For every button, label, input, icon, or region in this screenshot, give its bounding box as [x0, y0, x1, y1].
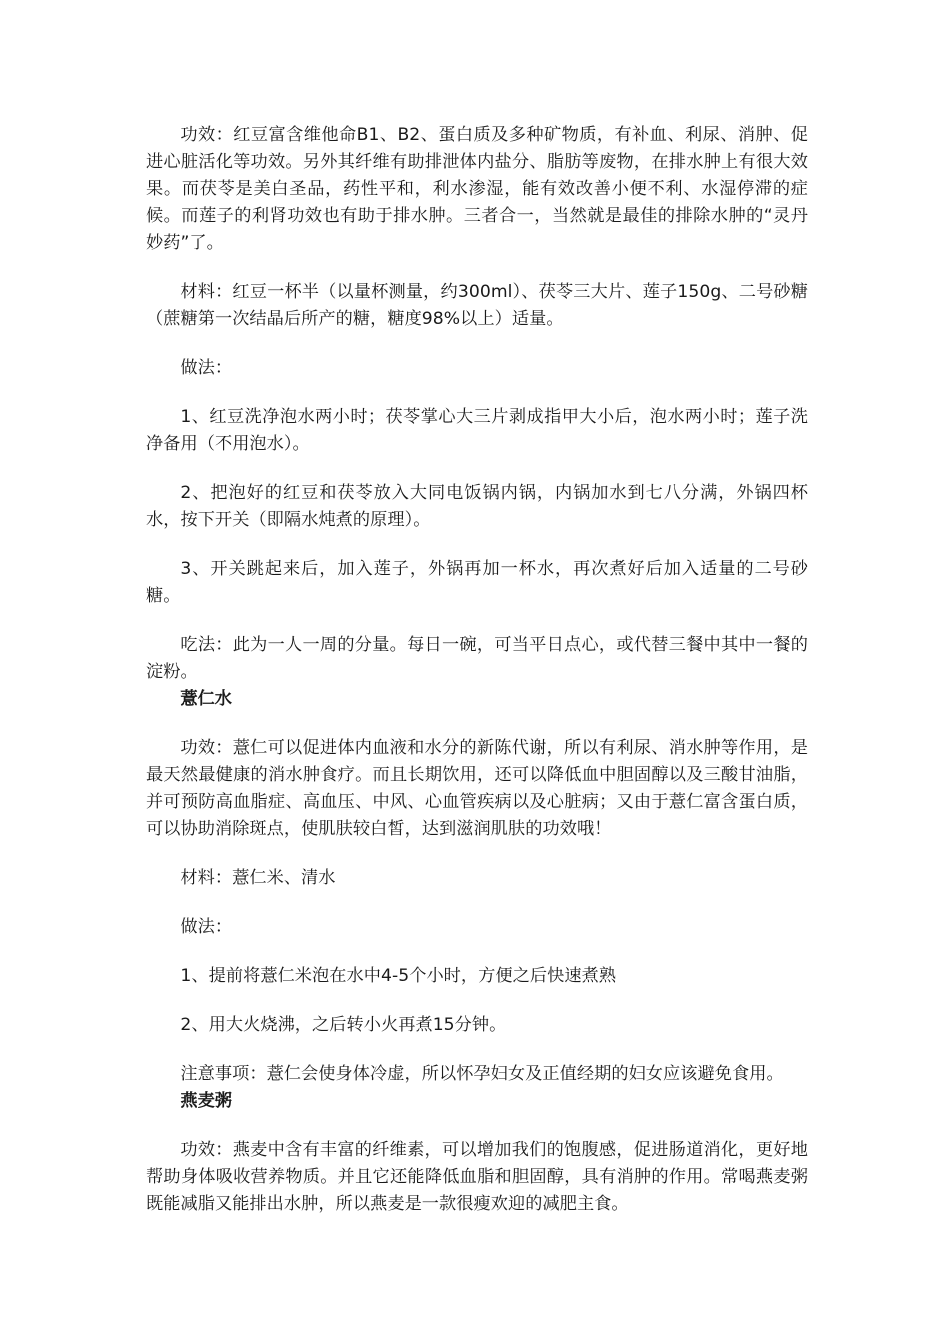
red-bean-efficacy: 功效：红豆富含维他命B1、B2、蛋白质及多种矿物质，有补血、利尿、消肿、促进心脏活化等功效。另外其纤维有助排泄体内盐分、脂肪等废物，在排水肿上有很大效果。而茯苓是美白圣品，药性平和，利水渗湿，能有效改善小便不利、水湿停滞的症候。而莲子的利肾功效也有助于排水肿。三者合一，当然就是最佳的排除水肿的“灵丹妙药”了。: [146, 125, 808, 253]
coix-ingredients: 材料：薏仁米、清水: [180, 868, 336, 888]
coix-method-label: 做法：: [180, 917, 233, 937]
document-page: [146, 122, 808, 1218]
red-bean-step-1: 1、红豆洗净泡水两小时；茯苓掌心大三片剥成指甲大小后，泡水两小时；莲子洗净备用（不用泡水）。: [146, 407, 808, 454]
coix-step-2: 2、用大火烧沸，之后转小火再煮15分钟。: [180, 1015, 507, 1035]
red-bean-method-label: 做法：: [180, 358, 233, 378]
red-bean-eating: 吃法：此为一人一周的分量。每日一碗，可当平日点心，或代替三餐中其中一餐的淀粉。: [146, 635, 808, 682]
red-bean-step-3: 3、开关跳起来后，加入莲子，外锅再加一杯水，再次煮好后加入适量的二号砂糖。: [146, 559, 808, 606]
coix-notes: 注意事项：薏仁会使身体冷虚，所以怀孕妇女及正值经期的妇女应该避免食用。: [180, 1064, 784, 1084]
red-bean-step-2: 2、把泡好的红豆和茯苓放入大同电饭锅内锅，内锅加水到七八分满，外锅四杯水，按下开关（即隔水炖煮的原理）。: [146, 483, 808, 530]
coix-step-1: 1、提前将薏仁米泡在水中4-5个小时，方便之后快速煮熟: [180, 966, 617, 986]
oat-title: 燕麦粥: [180, 1091, 232, 1111]
red-bean-ingredients: 材料：红豆一杯半（以量杯测量，约300ml）、茯苓三大片、莲子150g、二号砂糖（蔗糖第一次结晶后所产的糖，糖度98%以上）适量。: [146, 282, 808, 329]
oat-efficacy: 功效：燕麦中含有丰富的纤维素，可以增加我们的饱腹感，促进肠道消化，更好地帮助身体吸收营养物质。并且它还能降低血脂和胆固醇，具有消肿的作用。常喝燕麦粥既能减脂又能排出水肿，所以燕麦是一款很瘦欢迎的减肥主食。: [146, 1140, 808, 1214]
coix-efficacy: 功效：薏仁可以促进体内血液和水分的新陈代谢，所以有利尿、消水肿等作用，是最天然最健康的消水肿食疗。而且长期饮用，还可以降低血中胆固醇以及三酸甘油脂，并可预防高血脂症、高血压、中风、心血管疾病以及心脏病；又由于薏仁富含蛋白质，可以协助消除斑点，使肌肤较白皙，达到滋润肌肤的功效哦！: [146, 738, 808, 839]
coix-title: 薏仁水: [180, 689, 232, 709]
